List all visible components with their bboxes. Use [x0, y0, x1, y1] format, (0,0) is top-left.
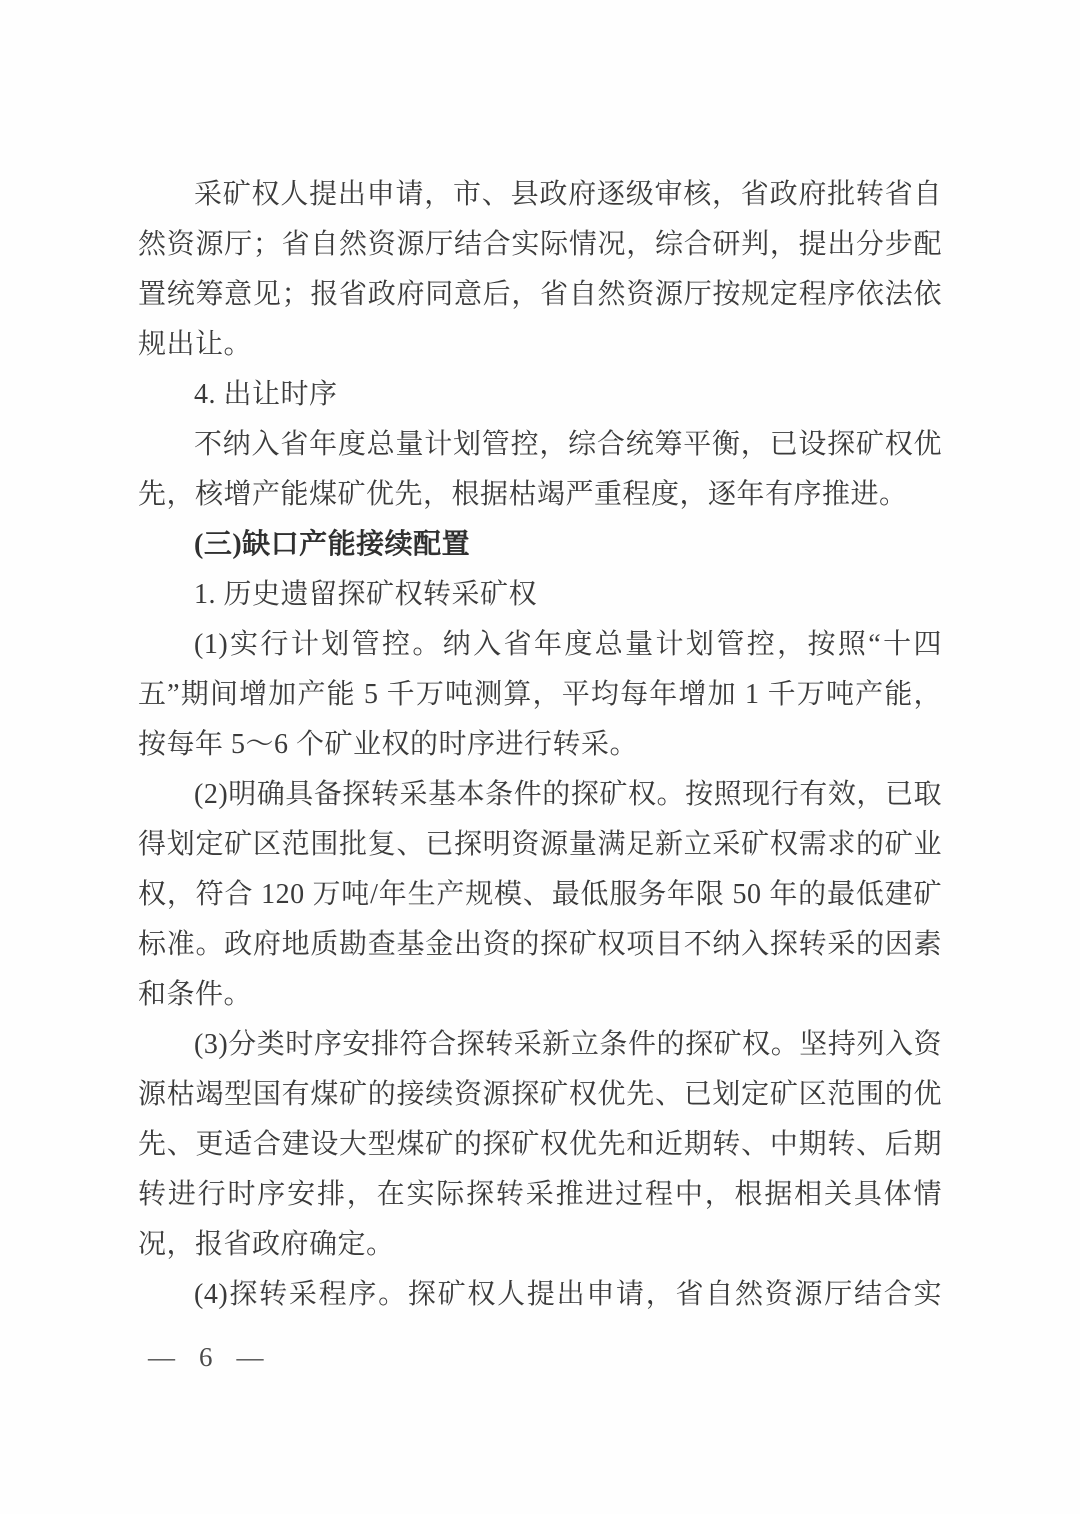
- footer-dash-left: —: [148, 1342, 175, 1372]
- paragraph-sequence-rules: 不纳入省年度总量计划管控，综合统筹平衡，已设探矿权优先，核增产能煤矿优先，根据枯竭严重程度，逐年有序推进。: [138, 429, 942, 510]
- paragraph-item-1-plan-control: (1)实行计划管控。纳入省年度总量计划管控，按照“十四五”期间增加产能 5 千万吨测算，平均每年增加 1 千万吨产能，按每年 5～6 个矿业权的时序进行转采。: [138, 629, 942, 760]
- page-footer: [148, 1342, 264, 1373]
- paragraph-transfer-procedure: 采矿权人提出申请，市、县政府逐级审核，省政府批转省自然资源厅；省自然资源厅结合实际情况，综合研判，提出分步配置统筹意见；报省政府同意后，省自然资源厅按规定程序依法依规出让。: [138, 179, 942, 360]
- paragraph-item-3-sequencing: (3)分类时序安排符合探转采新立条件的探矿权。坚持列入资源枯竭型国有煤矿的接续资源探矿权优先、已划定矿区范围的优先、更适合建设大型煤矿的探矿权优先和近期转、中期转、后期转进行时序安排，在实际探转采推进过程中，根据相关具体情况，报省政府确定。: [138, 1029, 942, 1260]
- subheading-4-transfer-sequence: 4. 出让时序: [194, 379, 338, 410]
- section-heading-gap-capacity: (三)缺口产能接续配置: [194, 529, 471, 560]
- page-number: 6: [199, 1342, 213, 1372]
- paragraph-item-4-procedure-partial: (4)探转采程序。探矿权人提出申请，省自然资源厅结合实: [194, 1279, 942, 1310]
- subheading-1-historical-rights: 1. 历史遗留探矿权转采矿权: [194, 579, 538, 610]
- footer-dash-right: —: [236, 1342, 264, 1372]
- document-body: [138, 170, 942, 1320]
- paragraph-item-2-basic-conditions: (2)明确具备探转采基本条件的探矿权。按照现行有效，已取得划定矿区范围批复、已探明资源量满足新立采矿权需求的矿业权，符合 120 万吨/年生产规模、最低服务年限 50 年的最低建矿标准。政府地质勘查基金出资的探矿权项目不纳入探转采的因素和条件。: [138, 779, 942, 1010]
